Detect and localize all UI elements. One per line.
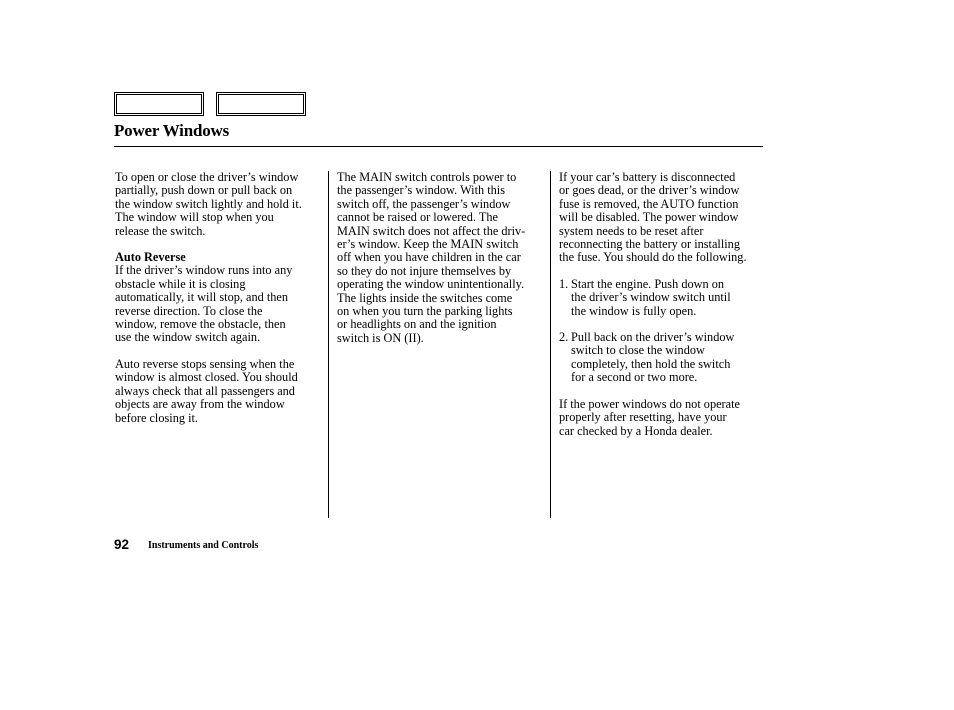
step-text: Pull back on the driver’s window switch to close the window completely, then hold the switch for a second or two more. <box>571 330 735 385</box>
column-1 <box>115 171 325 425</box>
intro-paragraph: To open or close the driver’s window partially, push down or pull back on the window switch lightly and hold it. The window will stop when you release the switch. <box>115 170 302 238</box>
column-divider-1 <box>328 171 329 518</box>
title-rule <box>114 146 763 147</box>
nav-box-next[interactable] <box>216 92 306 116</box>
auto-reverse-paragraph: If the driver’s window runs into any obstacle while it is closing automatically, it will stop, and then reverse direction. To close the window, remove the obstacle, then use the window switch again. <box>115 263 293 345</box>
auto-reverse-note: Auto reverse stops sensing when the window is almost closed. You should always check that all passengers and objects are away from the window before closing it. <box>115 356 298 425</box>
section-name: Instruments and Controls <box>148 540 259 551</box>
page-title: Power Windows <box>114 121 230 140</box>
reset-intro-paragraph: If your car’s battery is disconnected or goes dead, or the driver’s window fuse is removed, the AUTO function will be disabled. The power window system needs to be reset after reconnecting the battery or installing the fuse. You should do the following. <box>559 170 747 265</box>
column-2 <box>337 171 549 345</box>
step-number: 1. <box>559 276 569 291</box>
column-divider-2 <box>550 171 551 518</box>
step-item <box>559 331 769 385</box>
dealer-paragraph: If the power windows do not operate properly after resetting, have your car checked by a Honda dealer. <box>559 396 740 438</box>
step-text: Start the engine. Push down on the driver’s window switch until the window is fully open. <box>571 276 731 318</box>
main-switch-paragraph: The MAIN switch controls power to the passenger’s window. With this switch off, the passenger’s window cannot be raised or lowered. The MAIN switch does not affect the driv- er’s window. Keep the MAIN switch off when you have children in the car so they do not injure themselves by operating the window unintentionally. The lights inside the switches come on when you turn the parking lights or headlights on and the ignition switch is ON (II). <box>337 170 526 345</box>
step-number: 2. <box>559 330 569 345</box>
page-number: 92 <box>114 537 130 552</box>
column-3 <box>559 171 769 438</box>
auto-reverse-heading: Auto Reverse <box>115 250 186 265</box>
nav-box-previous[interactable] <box>114 92 204 116</box>
step-item <box>559 278 769 318</box>
